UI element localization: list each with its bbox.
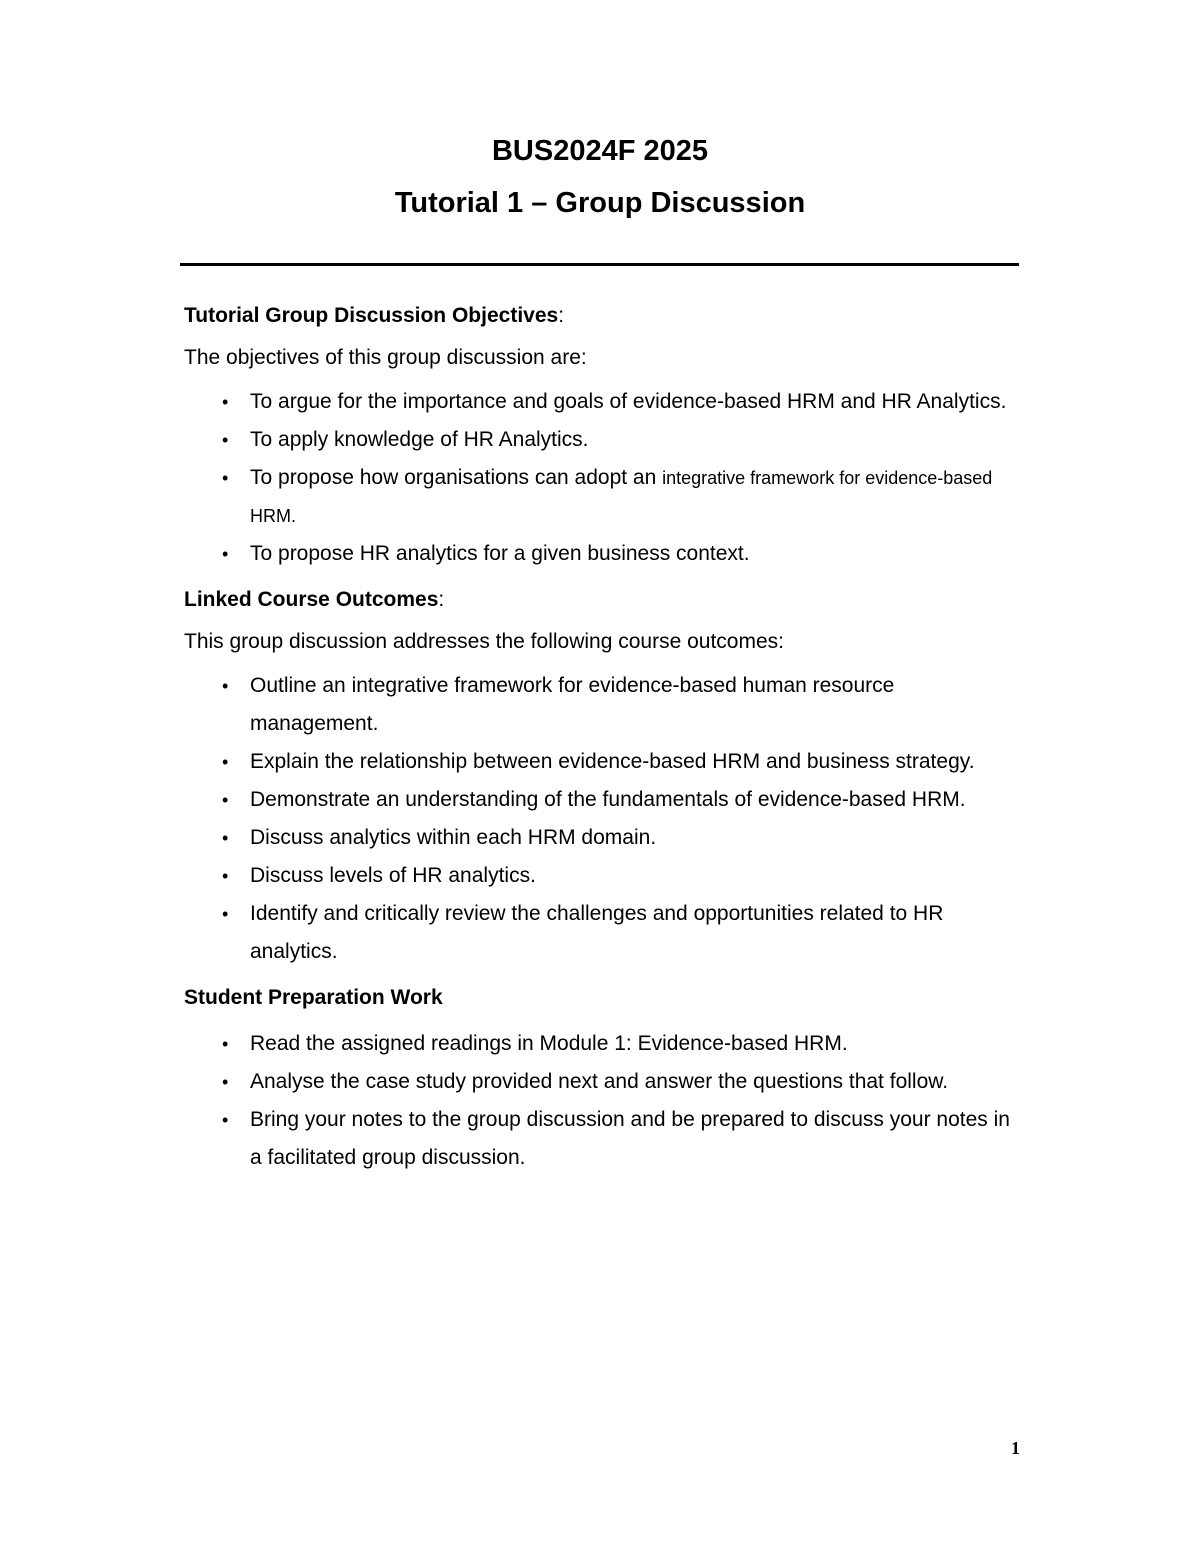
bullet-icon: •: [222, 904, 229, 924]
list-item: [184, 895, 1014, 971]
outcomes-heading-text: Linked Course Outcomes: [184, 588, 439, 611]
objectives-heading: [184, 301, 1014, 331]
bullet-icon: •: [222, 676, 229, 696]
objectives-list: [184, 383, 1014, 573]
outcomes-list: [184, 667, 1014, 971]
bullet-icon: •: [222, 790, 229, 810]
list-item: [184, 459, 1014, 535]
list-item: [184, 1025, 1014, 1063]
bullet-icon: •: [222, 392, 229, 412]
list-item: [184, 1101, 1014, 1177]
outcomes-heading-colon: :: [438, 588, 445, 611]
list-item-text: Bring your notes to the group discussion and be prepared to discuss your notes in a facilitated group discussion.: [250, 1108, 1010, 1169]
bullet-icon: •: [222, 1072, 229, 1092]
list-item-text: Identify and critically review the challenges and opportunities related to HR analytics.: [250, 902, 944, 963]
bullet-icon: •: [222, 866, 229, 886]
bullet-icon: •: [222, 430, 229, 450]
list-item: [184, 743, 1014, 781]
list-item-text: Explain the relationship between evidence-based HRM and business strategy.: [250, 750, 975, 773]
objectives-heading-colon: :: [558, 304, 565, 327]
list-item: [184, 383, 1014, 421]
preparation-heading-text: Student Preparation Work: [184, 986, 443, 1009]
tutorial-title: Tutorial 1 – Group Discussion: [394, 187, 806, 219]
list-item-text: Discuss levels of HR analytics.: [250, 864, 536, 887]
list-item-text: Discuss analytics within each HRM domain.: [250, 826, 657, 849]
list-item: [184, 857, 1014, 895]
bullet-icon: •: [222, 752, 229, 772]
list-item-text: To propose HR analytics for a given business context.: [250, 542, 750, 565]
outcomes-heading: [184, 585, 1014, 615]
bullet-icon: •: [222, 828, 229, 848]
list-item-text: Analyse the case study provided next and answer the questions that follow.: [250, 1070, 949, 1093]
title-block: [0, 132, 1200, 222]
list-item-text: Read the assigned readings in Module 1: Evidence-based HRM.: [250, 1032, 848, 1055]
list-item: [184, 667, 1014, 743]
list-item-text: To argue for the importance and goals of evidence-based HRM and HR Analytics.: [250, 390, 1007, 413]
bullet-icon: •: [222, 1034, 229, 1054]
title-divider: [180, 263, 1019, 266]
document-body: [184, 301, 1014, 1189]
preparation-heading: [184, 983, 1014, 1013]
list-item-text: Demonstrate an understanding of the fundamentals of evidence-based HRM.: [250, 788, 966, 811]
preparation-list: [184, 1025, 1014, 1177]
objectives-intro: The objectives of this group discussion are:: [184, 346, 587, 369]
bullet-icon: •: [222, 1110, 229, 1130]
list-item: [184, 421, 1014, 459]
list-item-text: Outline an integrative framework for evidence-based human resource management.: [250, 674, 895, 735]
list-item-text: To propose how organisations can adopt an: [250, 466, 663, 489]
list-item-text: To apply knowledge of HR Analytics.: [250, 428, 589, 451]
bullet-icon: •: [222, 544, 229, 564]
bullet-icon: •: [222, 468, 229, 488]
list-item: [184, 819, 1014, 857]
list-item: [184, 781, 1014, 819]
list-item-text-small: integrative framework for evidence-based HRM.: [250, 468, 993, 526]
outcomes-intro: This group discussion addresses the following course outcomes:: [184, 630, 784, 653]
objectives-heading-text: Tutorial Group Discussion Objectives: [184, 304, 559, 327]
list-item: [184, 535, 1014, 573]
list-item: [184, 1063, 1014, 1101]
page-number: 1: [1011, 1438, 1020, 1458]
course-code-title: BUS2024F 2025: [491, 135, 709, 167]
